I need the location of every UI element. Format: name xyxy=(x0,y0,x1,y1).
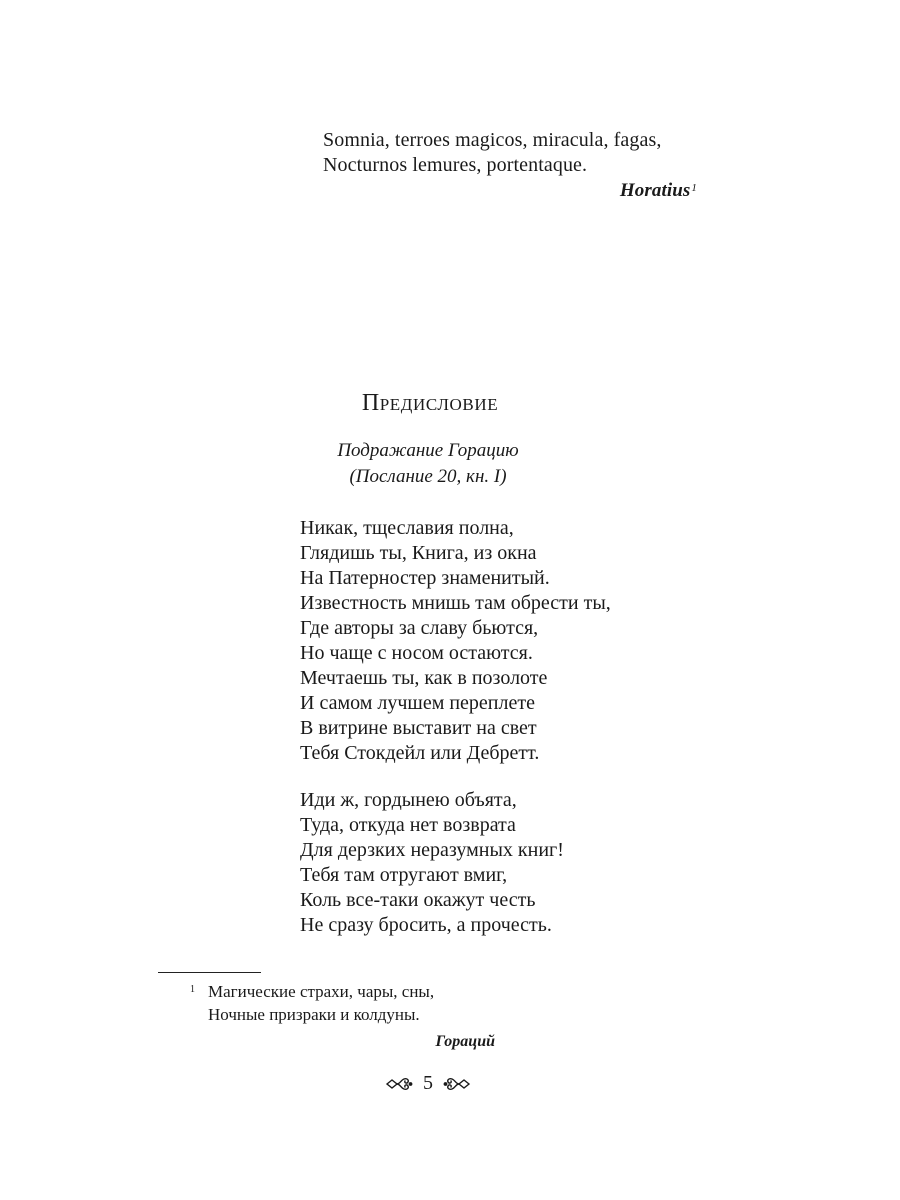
footnote-line: Магические страхи, чары, сны, xyxy=(208,982,435,1001)
footnote-attribution: Гораций xyxy=(435,1033,495,1050)
page-number: 5 xyxy=(423,1072,433,1094)
poem-stanza-2 xyxy=(300,788,564,938)
poem-line: Коль все-таки окажут честь xyxy=(300,889,536,911)
epigraph-line: Nocturnos lemures, portentaque. xyxy=(323,154,588,176)
epigraph-author: Horatius xyxy=(619,180,691,201)
subtitle-line: (Послание 20, кн. I) xyxy=(349,466,507,487)
poem-line: Известность мнишь там обрести ты, xyxy=(300,592,611,614)
poem-line: Туда, откуда нет возврата xyxy=(300,814,516,836)
chapter-title: Предисловие xyxy=(361,390,499,416)
footnote-reference[interactable]: 1 xyxy=(691,182,697,194)
poem-line: Глядишь ты, Книга, из окна xyxy=(300,542,537,564)
subtitle-line: Подражание Горацию xyxy=(337,440,519,461)
poem-line: Никак, тщеславия полна, xyxy=(300,517,514,539)
poem-line: Иди ж, гордынею объята, xyxy=(300,789,517,811)
epigraph-line: Somnia, terroes magicos, miracula, fagas, xyxy=(323,129,662,151)
footnote xyxy=(190,980,495,1053)
poem-line: В витрине выставит на свет xyxy=(300,717,537,739)
poem-stanza-1 xyxy=(300,516,611,766)
chapter-subtitle xyxy=(0,438,856,490)
epigraph xyxy=(323,128,703,203)
fleuron-left-icon xyxy=(385,1074,413,1094)
footnote-line: Ночные призраки и колдуны. xyxy=(208,1005,420,1024)
poem-line: Где авторы за славу бьются, xyxy=(300,617,539,639)
poem-line: Тебя там отругают вмиг, xyxy=(300,864,508,886)
poem-line: Тебя Стокдейл или Дебретт. xyxy=(300,742,540,764)
footnote-text xyxy=(208,980,495,1053)
page-number-footer xyxy=(0,1072,856,1095)
footnote-divider xyxy=(158,972,261,973)
epigraph-attribution xyxy=(323,178,703,203)
poem-line: Для дерзких неразумных книг! xyxy=(300,839,564,861)
poem-line: И самом лучшем переплете xyxy=(300,692,535,714)
poem-line: Не сразу бросить, а прочесть. xyxy=(300,914,552,936)
poem-line: Но чаще с носом остаются. xyxy=(300,642,533,664)
poem-line: На Патерностер знаменитый. xyxy=(300,567,550,589)
footnote-marker: 1 xyxy=(190,984,195,995)
fleuron-right-icon xyxy=(443,1074,471,1094)
poem-line: Мечтаешь ты, как в позолоте xyxy=(300,667,548,689)
